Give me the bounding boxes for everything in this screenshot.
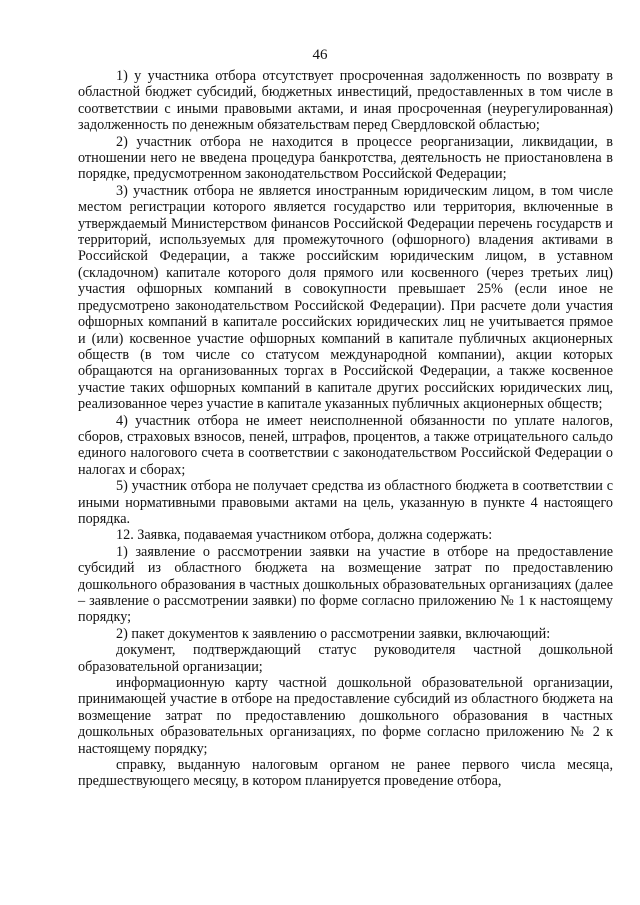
paragraph-condition-3: 3) участник отбора не является иностранным юридическим лицом, в том числе местом регистрации которого является государство или территория, включенные в утверждаемый Министерством финансов Российской Федерации перечень государств и территорий, используемых для промежуточного (офшорного) владения активами в Российской Федерации, а также российским юридическим лицом, в уставном (складочном) капитале которого доля прямого или косвенного (через третьих лиц) участия офшорных компаний в совокупности превышает 25% (если иное не предусмотрено законодательством Российской Федерации). При расчете доли участия офшорных компаний в капитале российских юридических лиц не учитывается прямое и (или) косвенное участие офшорных компаний в капитале публичных акционерных обществ (в том числе со статусом международной компании), акции которых обращаются на организованных торгах в Российской Федерации, а также косвенное участие таких офшорных компаний в капитале других российских юридических лиц, реализованное через участие в капитале указанных публичных акционерных обществ; <box>78 182 613 413</box>
paragraph-application-statement: 1) заявление о рассмотрении заявки на участие в отборе на предоставление субсидий из областного бюджета на возмещение затрат по предоставлению дошкольного образования в частных дошкольных образовательных организациях (далее – заявление о рассмотрении заявки) по форме согласно приложению № 1 к настоящему порядку; <box>78 543 613 626</box>
paragraph-condition-1: 1) у участника отбора отсутствует просроченная задолженность по возврату в областной бюджет субсидий, бюджетных инвестиций, предоставленных в том числе в соответствии с иными правовыми актами, и иная просроченная (неурегулированная) задолженность по денежным обязательствам перед Свердловской областью; <box>78 68 613 134</box>
paragraph-item-12-heading: 12. Заявка, подаваемая участником отбора, должна содержать: <box>116 527 493 544</box>
paragraph-condition-4: 4) участник отбора не имеет неисполненной обязанности по уплате налогов, сборов, страховых взносов, пеней, штрафов, процентов, а также отрицательного сальдо единого налогового счета в соответствии с законодательством Российской Федерации о налогах и сборах; <box>78 412 613 478</box>
paragraph-condition-2: 2) участник отбора не находится в процессе реорганизации, ликвидации, в отношении него не введена процедура банкротства, деятельность не приостановлена в порядке, предусмотренном законодательством Российской Федерации; <box>78 133 613 183</box>
document-body <box>78 68 613 790</box>
paragraph-information-card: информационную карту частной дошкольной образовательной организации, принимающей участие в отборе на предоставление субсидий из областного бюджета на возмещение затрат по предоставлению дошкольного образования в частных дошкольных образовательных организациях, по форме согласно приложению № 2 к настоящему порядку; <box>78 675 613 757</box>
paragraph-head-status-document: документ, подтверждающий статус руководителя частной дошкольной образовательной организации; <box>78 642 613 675</box>
paragraph-tax-certificate: справку, выданную налоговым органом не ранее первого числа месяца, предшествующего месяцу, в котором планируется проведение отбора, <box>78 757 613 790</box>
page-number: 46 <box>312 47 328 63</box>
paragraph-condition-5: 5) участник отбора не получает средства из областного бюджета в соответствии с иными нормативными правовыми актами на цель, указанную в пункте 4 настоящего порядка. <box>78 478 613 527</box>
paragraph-documents-package: 2) пакет документов к заявлению о рассмотрении заявки, включающий: <box>116 625 551 642</box>
